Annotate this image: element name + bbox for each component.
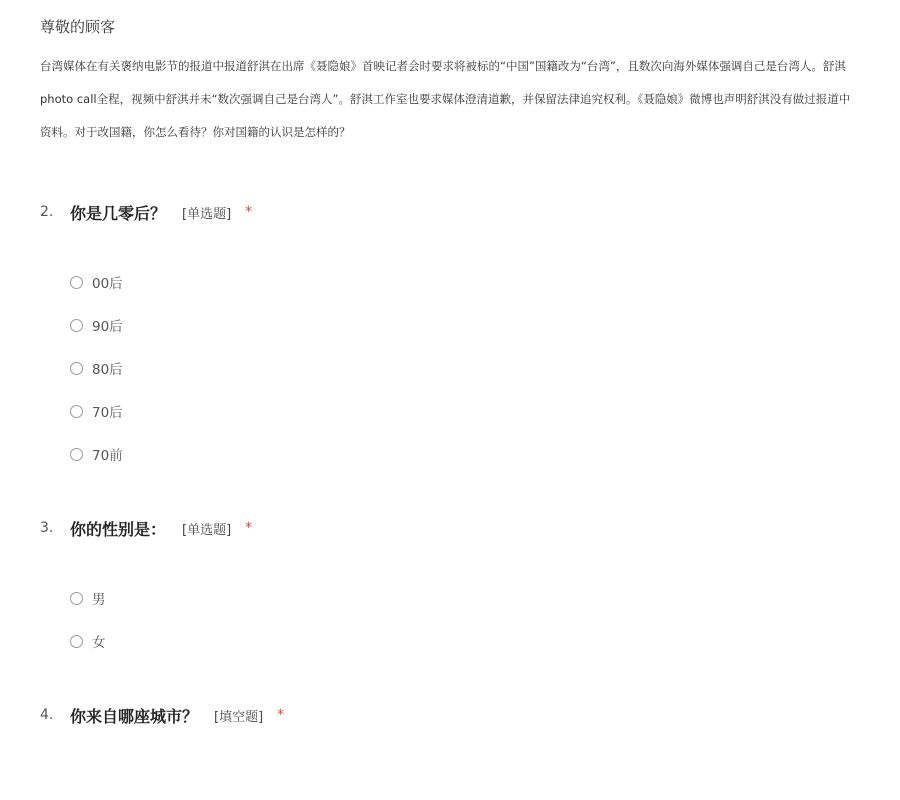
question-number: 2. xyxy=(40,204,54,220)
radio-option-female[interactable] xyxy=(70,631,106,651)
option-label: 70后 xyxy=(92,405,123,421)
question-header-age xyxy=(40,200,252,224)
intro-paragraph-line: photo call全程，视频中舒淇并未“数次强调自己是台湾人”。舒淇工作室也要求媒体澄清道歉，并保留法律追究权利。《聂隐娘》微博也声明舒淇没有做过报道中 xyxy=(40,92,851,106)
option-label: 70前 xyxy=(92,448,123,464)
required-asterisk: * xyxy=(277,707,285,723)
option-label: 00后 xyxy=(92,276,123,292)
radio-option-male[interactable] xyxy=(70,588,106,608)
question-number: 4. xyxy=(40,707,54,723)
radio-button-icon[interactable] xyxy=(70,592,83,605)
radio-button-icon[interactable] xyxy=(70,362,83,375)
required-asterisk: * xyxy=(245,204,253,220)
radio-option-80[interactable] xyxy=(70,358,123,378)
question-header-gender xyxy=(40,516,252,540)
radio-option-70[interactable] xyxy=(70,401,123,421)
question-type-label: [填空题] xyxy=(214,709,264,725)
radio-option-00[interactable] xyxy=(70,272,123,292)
question-title: 你的性别是： xyxy=(70,519,167,539)
option-label: 男 xyxy=(92,592,106,608)
radio-button-icon[interactable] xyxy=(70,405,83,418)
radio-button-icon[interactable] xyxy=(70,448,83,461)
question-title: 你来自哪座城市？ xyxy=(70,706,199,726)
radio-button-icon[interactable] xyxy=(70,276,83,289)
greeting-heading: 尊敬的顾客 xyxy=(40,18,116,36)
radio-option-before-70[interactable] xyxy=(70,444,123,464)
radio-button-icon[interactable] xyxy=(70,319,83,332)
intro-paragraph-line: 资料。对于改国籍，你怎么看待？你对国籍的认识是怎样的？ xyxy=(40,125,351,139)
radio-option-90[interactable] xyxy=(70,315,123,335)
question-type-label: [单选题] xyxy=(182,522,232,538)
option-label: 80后 xyxy=(92,362,123,378)
required-asterisk: * xyxy=(245,520,253,536)
option-label: 90后 xyxy=(92,319,123,335)
question-header-city xyxy=(40,703,284,727)
question-title: 你是几零后？ xyxy=(70,203,167,223)
intro-paragraph-line: 台湾媒体在有关褒纳电影节的报道中报道舒淇在出席《聂隐娘》首映记者会时要求将被标的“中国”国籍改为“台湾”，且数次向海外媒体强调自己是台湾人。舒淇 xyxy=(40,59,846,73)
option-label: 女 xyxy=(92,635,106,651)
radio-button-icon[interactable] xyxy=(70,635,83,648)
question-type-label: [单选题] xyxy=(182,206,232,222)
question-number: 3. xyxy=(40,520,54,536)
